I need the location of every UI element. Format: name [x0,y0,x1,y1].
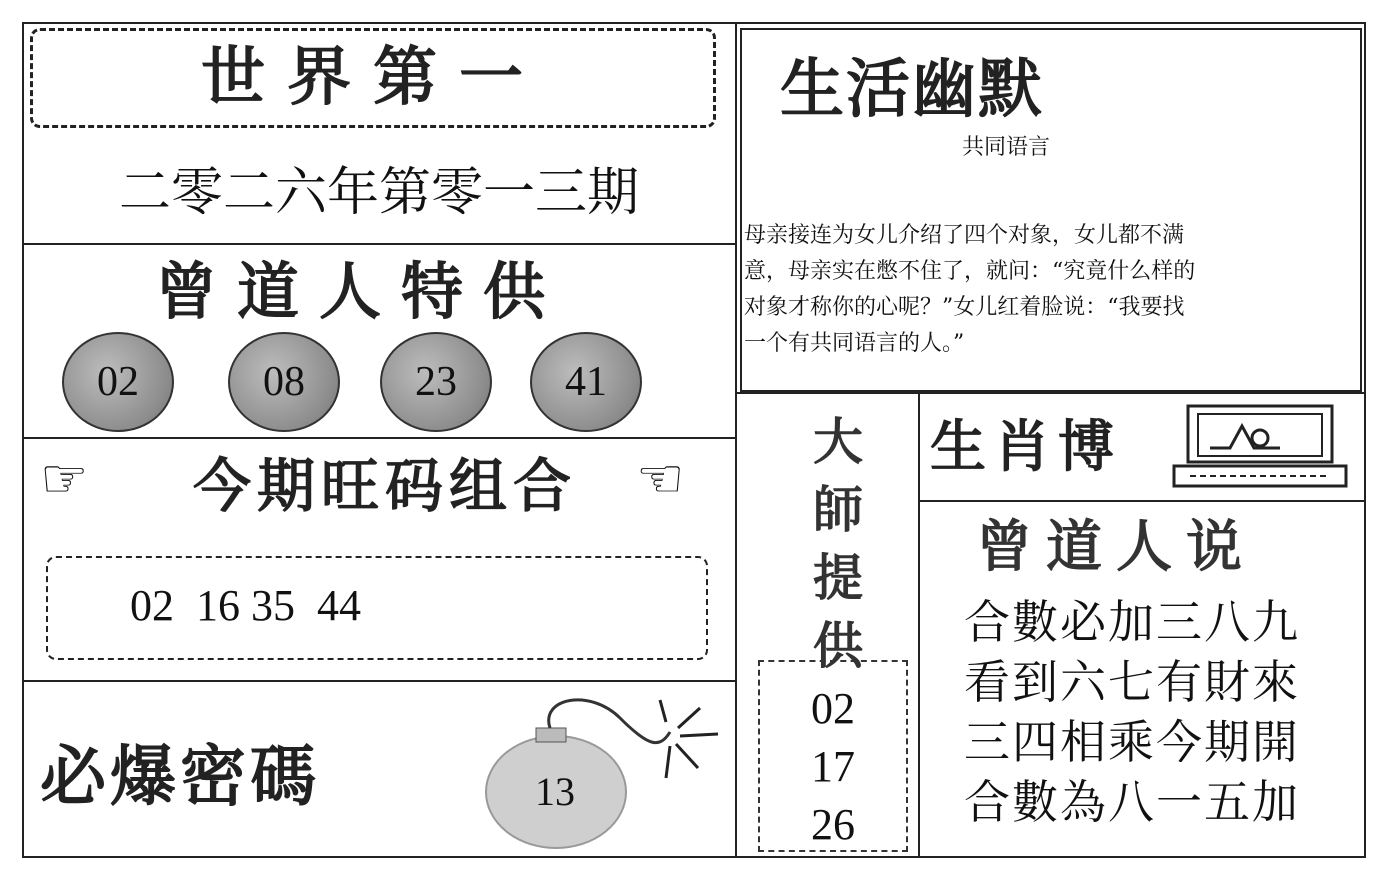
master-title [780,408,896,680]
column-divider [735,22,737,858]
humor-text [744,218,1358,362]
master-number: 02 [811,684,855,733]
divider-3 [22,680,736,682]
humor-subtitle: 共同语言 [962,135,1051,160]
humor-line: 母亲接连为女儿介绍了四个对象，女儿都不满 [744,223,1185,248]
ball-3: 23 [380,332,492,432]
pointing-hand-left-icon: ☜ [636,447,685,510]
master-title-char: 大 [813,413,863,471]
header-title: 世界第一 [201,41,545,115]
saying-text [964,592,1300,832]
section1-title: 曾道人特供 [154,255,565,328]
zodiac-title: 生肖博 [930,415,1122,480]
pointing-hand-right-icon: ☞ [40,447,89,510]
saying-line: 合數為八一五加 [964,775,1300,829]
master-title-char: 提 [813,549,863,607]
divider-2 [22,437,736,439]
section2-number-box [46,556,708,660]
ball-2: 08 [228,332,340,432]
divider-1 [22,243,736,245]
master-title-char: 師 [813,481,863,539]
section3-title: 必爆密碼 [40,738,320,815]
divider-right-3 [918,500,1366,502]
header-title-box [30,28,716,128]
humor-title: 生活幽默 [780,53,1044,127]
saying-line: 三四相乘今期開 [964,715,1300,769]
saying-title: 曾道人说 [976,515,1256,580]
bomb-number: 13 [535,769,575,814]
humor-line: 一个有共同语言的人。” [744,331,965,356]
master-number: 26 [811,800,855,849]
saying-line: 合數必加三八九 [964,595,1300,649]
computer-icon [1170,402,1350,492]
saying-line: 看到六七有財來 [964,655,1300,709]
ball-1: 02 [62,332,174,432]
humor-line: 意，母亲实在憋不住了，就问：“究竟什么样的 [744,259,1196,284]
section2-title: 今期旺码组合 [192,452,577,520]
divider-right-1 [736,392,1366,394]
master-number: 17 [811,742,855,791]
section2-numbers: 02 16 35 44 [130,581,361,630]
ball-4: 41 [530,332,642,432]
master-title-char: 供 [813,617,863,675]
master-number-box [758,660,908,852]
divider-right-2 [918,392,920,858]
issue-label: 二零二六年第零一三期 [118,163,639,223]
humor-line: 对象才称你的心呢？”女儿红着脸说：“我要找 [744,295,1185,320]
